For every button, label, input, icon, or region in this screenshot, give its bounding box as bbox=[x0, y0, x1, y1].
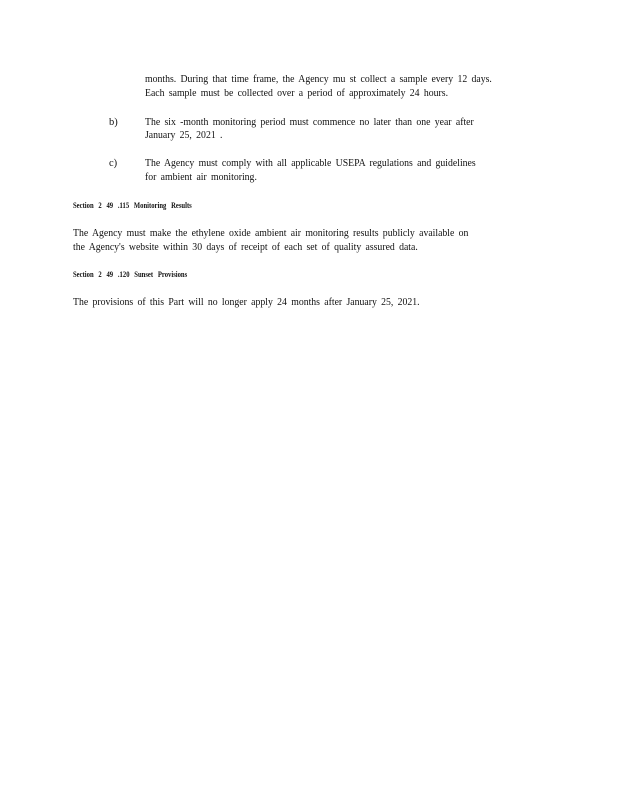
item-c-marker: c) bbox=[109, 158, 118, 169]
section-115-line-1: The Agency must make the ethylene oxide ambient air monitoring results publicly available on bbox=[73, 228, 469, 239]
section-120-line-1: The provisions of this Part will no longer apply 24 months after January 25, 2021. bbox=[73, 297, 420, 308]
item-c-line-1: The Agency must comply with all applicable USEPA regulations and guidelines bbox=[145, 158, 476, 169]
item-b-line-2: January 25, 2021 . bbox=[145, 130, 223, 141]
section-115-heading: Section 2 49 .115 Monitoring Results bbox=[73, 200, 192, 210]
section-115-line-2: the Agency's website within 30 days of receipt of each set of quality assured data. bbox=[73, 242, 418, 253]
section-120-heading: Section 2 49 .120 Sunset Provisions bbox=[73, 269, 188, 279]
continuation-line-1: months. During that time frame, the Agency mu st collect a sample every 12 days. bbox=[145, 74, 492, 85]
item-b-marker: b) bbox=[109, 117, 118, 128]
item-b-line-1: The six -month monitoring period must commence no later than one year after bbox=[145, 117, 474, 128]
continuation-line-2: Each sample must be collected over a period of approximately 24 hours. bbox=[145, 88, 449, 99]
item-c-line-2: for ambient air monitoring. bbox=[145, 172, 257, 183]
